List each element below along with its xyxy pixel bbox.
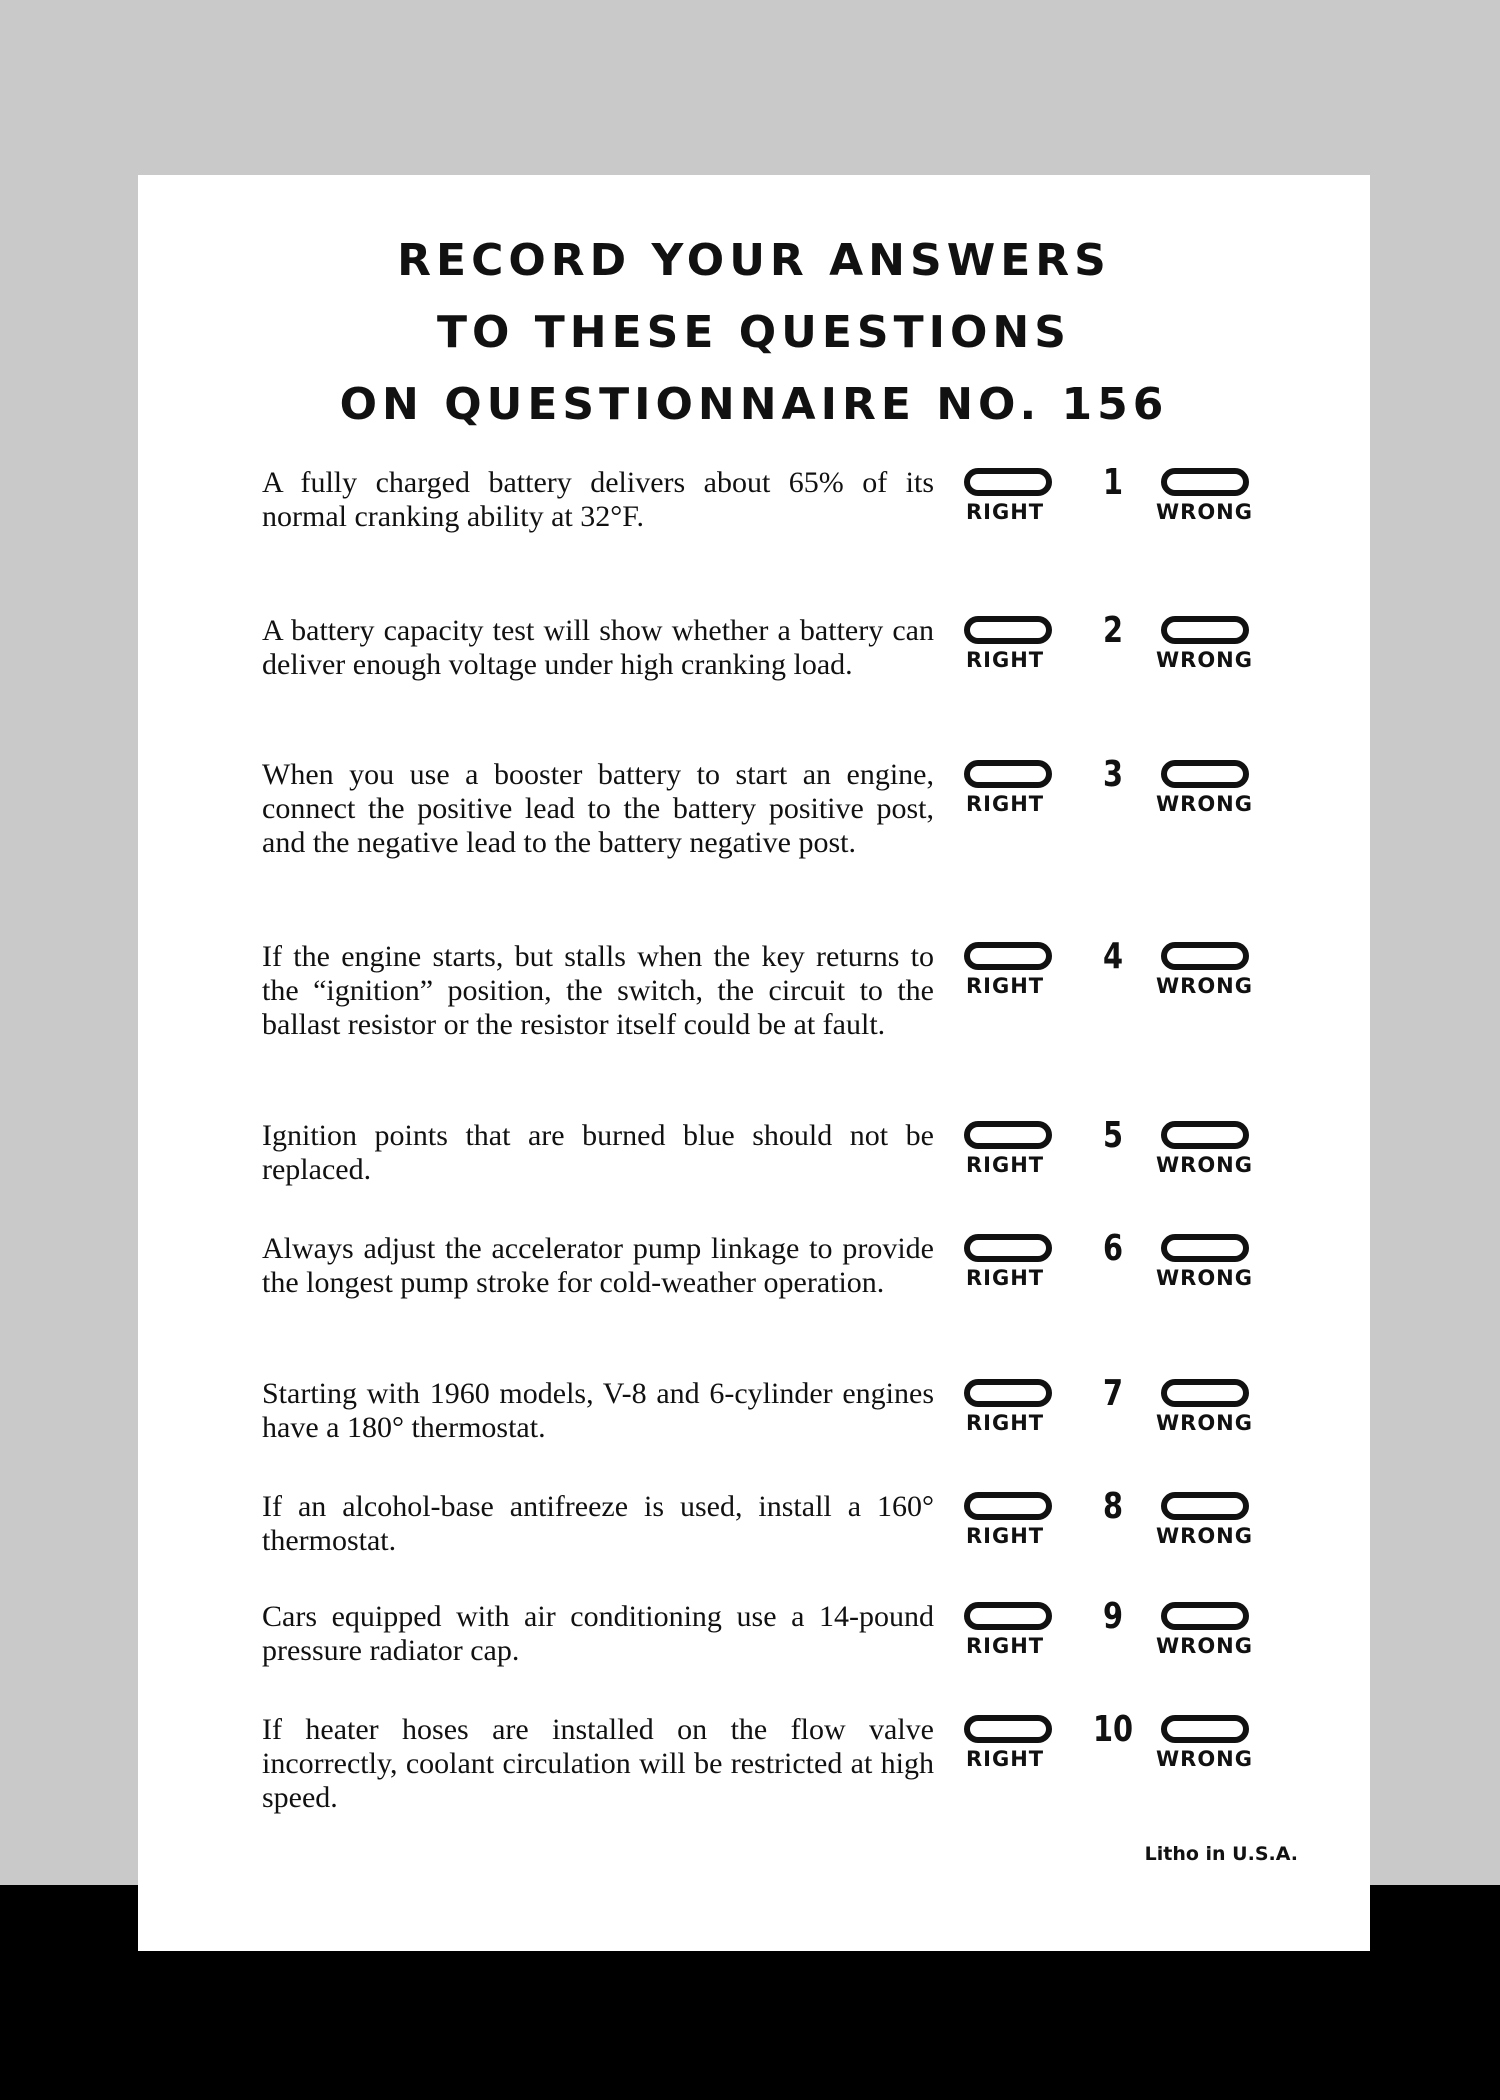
question-number: 10 [1092, 1709, 1134, 1750]
right-label: RIGHT [966, 500, 1045, 524]
question-text: When you use a booster battery to start an engine, connect the positive lead to the battery positive post, and the negative lead to the battery negative post. [262, 758, 934, 859]
question-row-9 [138, 1596, 1370, 1710]
right-answer-oval[interactable] [964, 1492, 1052, 1520]
right-answer-oval[interactable] [964, 616, 1052, 644]
question-text: Starting with 1960 models, V-8 and 6-cylinder engines have a 180° thermostat. [262, 1377, 934, 1444]
wrong-label: WRONG [1156, 1266, 1253, 1290]
question-row-7 [138, 1373, 1370, 1487]
question-text: Cars equipped with air conditioning use a 14-pound pressure radiator cap. [262, 1600, 934, 1667]
question-text: If the engine starts, but stalls when the key returns to the “ignition” position, the switch, the circuit to the ballast resistor or the resistor itself could be at fault. [262, 940, 934, 1041]
right-answer-oval[interactable] [964, 760, 1052, 788]
right-answer-oval[interactable] [964, 1379, 1052, 1407]
question-row-8 [138, 1486, 1370, 1600]
wrong-label: WRONG [1156, 500, 1253, 524]
answer-sheet [138, 175, 1370, 1951]
question-text: A battery capacity test will show whether a battery can deliver enough voltage under high cranking load. [262, 614, 934, 681]
question-row-10 [138, 1709, 1370, 1823]
wrong-answer-oval[interactable] [1161, 1234, 1249, 1262]
question-number: 3 [1102, 754, 1124, 795]
right-answer-oval[interactable] [964, 1715, 1052, 1743]
right-label: RIGHT [966, 1266, 1045, 1290]
wrong-answer-oval[interactable] [1161, 1121, 1249, 1149]
right-answer-oval[interactable] [964, 1602, 1052, 1630]
question-number: 9 [1102, 1596, 1124, 1637]
question-row-5 [138, 1115, 1370, 1229]
wrong-label: WRONG [1156, 648, 1253, 672]
title-line-3: ON QUESTIONNAIRE NO. 156 [339, 379, 1169, 430]
wrong-answer-oval[interactable] [1161, 942, 1249, 970]
question-row-2 [138, 610, 1370, 724]
right-label: RIGHT [966, 1747, 1045, 1771]
wrong-label: WRONG [1156, 1411, 1253, 1435]
wrong-answer-oval[interactable] [1161, 1379, 1249, 1407]
question-number: 4 [1102, 936, 1124, 977]
wrong-answer-oval[interactable] [1161, 1602, 1249, 1630]
title-line-2: TO THESE QUESTIONS [437, 307, 1071, 358]
right-answer-oval[interactable] [964, 468, 1052, 496]
right-label: RIGHT [966, 648, 1045, 672]
question-row-3 [138, 754, 1370, 868]
sheet-title [138, 225, 1370, 441]
question-row-1 [138, 462, 1370, 576]
wrong-answer-oval[interactable] [1161, 1492, 1249, 1520]
right-answer-oval[interactable] [964, 1234, 1052, 1262]
wrong-label: WRONG [1156, 1634, 1253, 1658]
printer-imprint: Litho in U.S.A. [1144, 1843, 1298, 1865]
wrong-label: WRONG [1156, 1153, 1253, 1177]
right-answer-oval[interactable] [964, 942, 1052, 970]
question-number: 1 [1102, 462, 1124, 503]
wrong-answer-oval[interactable] [1161, 760, 1249, 788]
wrong-answer-oval[interactable] [1161, 616, 1249, 644]
question-number: 8 [1102, 1486, 1124, 1527]
right-label: RIGHT [966, 1634, 1045, 1658]
right-answer-oval[interactable] [964, 1121, 1052, 1149]
right-label: RIGHT [966, 1524, 1045, 1548]
question-text: A fully charged battery delivers about 65% of its normal cranking ability at 32°F. [262, 466, 934, 533]
right-label: RIGHT [966, 1411, 1045, 1435]
wrong-label: WRONG [1156, 1524, 1253, 1548]
question-row-4 [138, 936, 1370, 1050]
wrong-label: WRONG [1156, 792, 1253, 816]
question-number: 6 [1102, 1228, 1124, 1269]
wrong-label: WRONG [1156, 1747, 1253, 1771]
question-text: Ignition points that are burned blue should not be replaced. [262, 1119, 934, 1186]
right-label: RIGHT [966, 792, 1045, 816]
wrong-answer-oval[interactable] [1161, 468, 1249, 496]
question-number: 7 [1102, 1373, 1124, 1414]
question-row-6 [138, 1228, 1370, 1342]
wrong-label: WRONG [1156, 974, 1253, 998]
title-line-1: RECORD YOUR ANSWERS [397, 235, 1111, 286]
question-text: If heater hoses are installed on the flow valve incorrectly, coolant circulation will be restricted at high speed. [262, 1713, 934, 1814]
question-text: Always adjust the accelerator pump linkage to provide the longest pump stroke for cold-weather operation. [262, 1232, 934, 1299]
question-number: 2 [1102, 610, 1124, 651]
question-number: 5 [1102, 1115, 1124, 1156]
right-label: RIGHT [966, 974, 1045, 998]
wrong-answer-oval[interactable] [1161, 1715, 1249, 1743]
right-label: RIGHT [966, 1153, 1045, 1177]
question-text: If an alcohol-base antifreeze is used, install a 160° thermostat. [262, 1490, 934, 1557]
